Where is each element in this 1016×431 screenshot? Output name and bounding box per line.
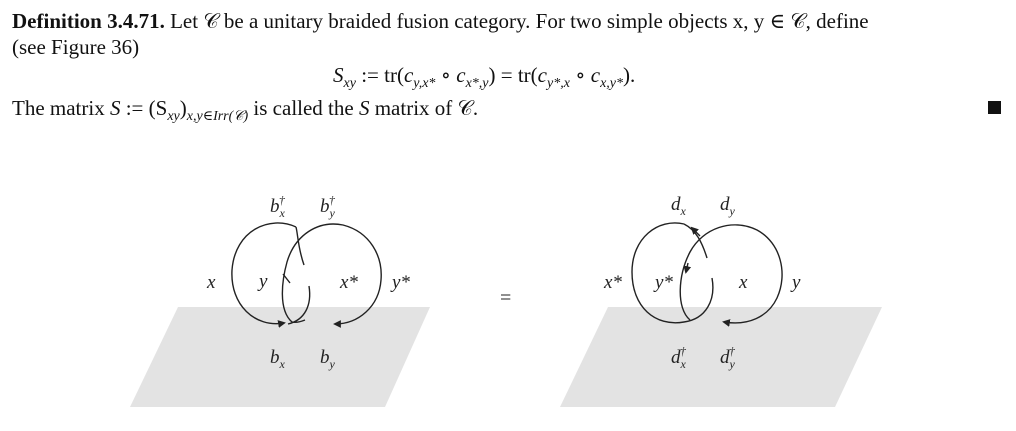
definition-label: Definition 3.4.71. — [12, 9, 165, 33]
left-top-label-1: $b_x\dagger$ — [270, 193, 285, 220]
right-side-label-ystar: y* — [655, 272, 673, 293]
left-top-label-2: $b_y\dagger$ — [320, 193, 335, 220]
smatrix-formula: $S_{xy}$ := $tr(c_{y,x*}$ ∘ $c_{x*,y}) = tr(c_{y*,x}$ ∘ $c_{x,y*}$). — [333, 63, 636, 91]
matrix-definition-line: The matrix S := $(S_{xy})_{x,y\in Irr(𝒞)}$ is called the S matrix of 𝒞. — [12, 96, 479, 124]
left-side-label-ystar: y* — [392, 272, 410, 293]
definition-text-1: Let 𝒞 be a unitary braided fusion category. For two simple objects x, y ∈ 𝒞, define — [170, 9, 869, 33]
left-side-label-x: x — [207, 272, 216, 293]
right-bottom-label-2: $d_y\dagger$ — [720, 344, 735, 371]
s-matrix-figure — [0, 170, 1016, 431]
left-bottom-label-1: $b_x$ — [270, 347, 285, 371]
definition-line-1 — [12, 9, 869, 33]
right-top-label-1: $d_x$ — [671, 194, 686, 218]
right-bottom-label-1: $d_x\dagger$ — [671, 344, 686, 371]
right-side-label-y: y — [792, 272, 801, 293]
qed-square-icon — [988, 101, 1001, 114]
right-side-label-x: x — [739, 272, 748, 293]
left-side-label-xstar: x* — [340, 272, 358, 293]
right-top-label-2: $d_y$ — [720, 194, 735, 218]
left-side-label-y: y — [259, 271, 268, 292]
definition-line-2 — [12, 35, 139, 59]
right-side-label-xstar: x* — [604, 272, 622, 293]
definition-text-2: (see Figure 36) — [12, 35, 140, 59]
figure-equals: = — [500, 287, 512, 309]
left-bottom-label-2: $b_y$ — [320, 347, 335, 371]
